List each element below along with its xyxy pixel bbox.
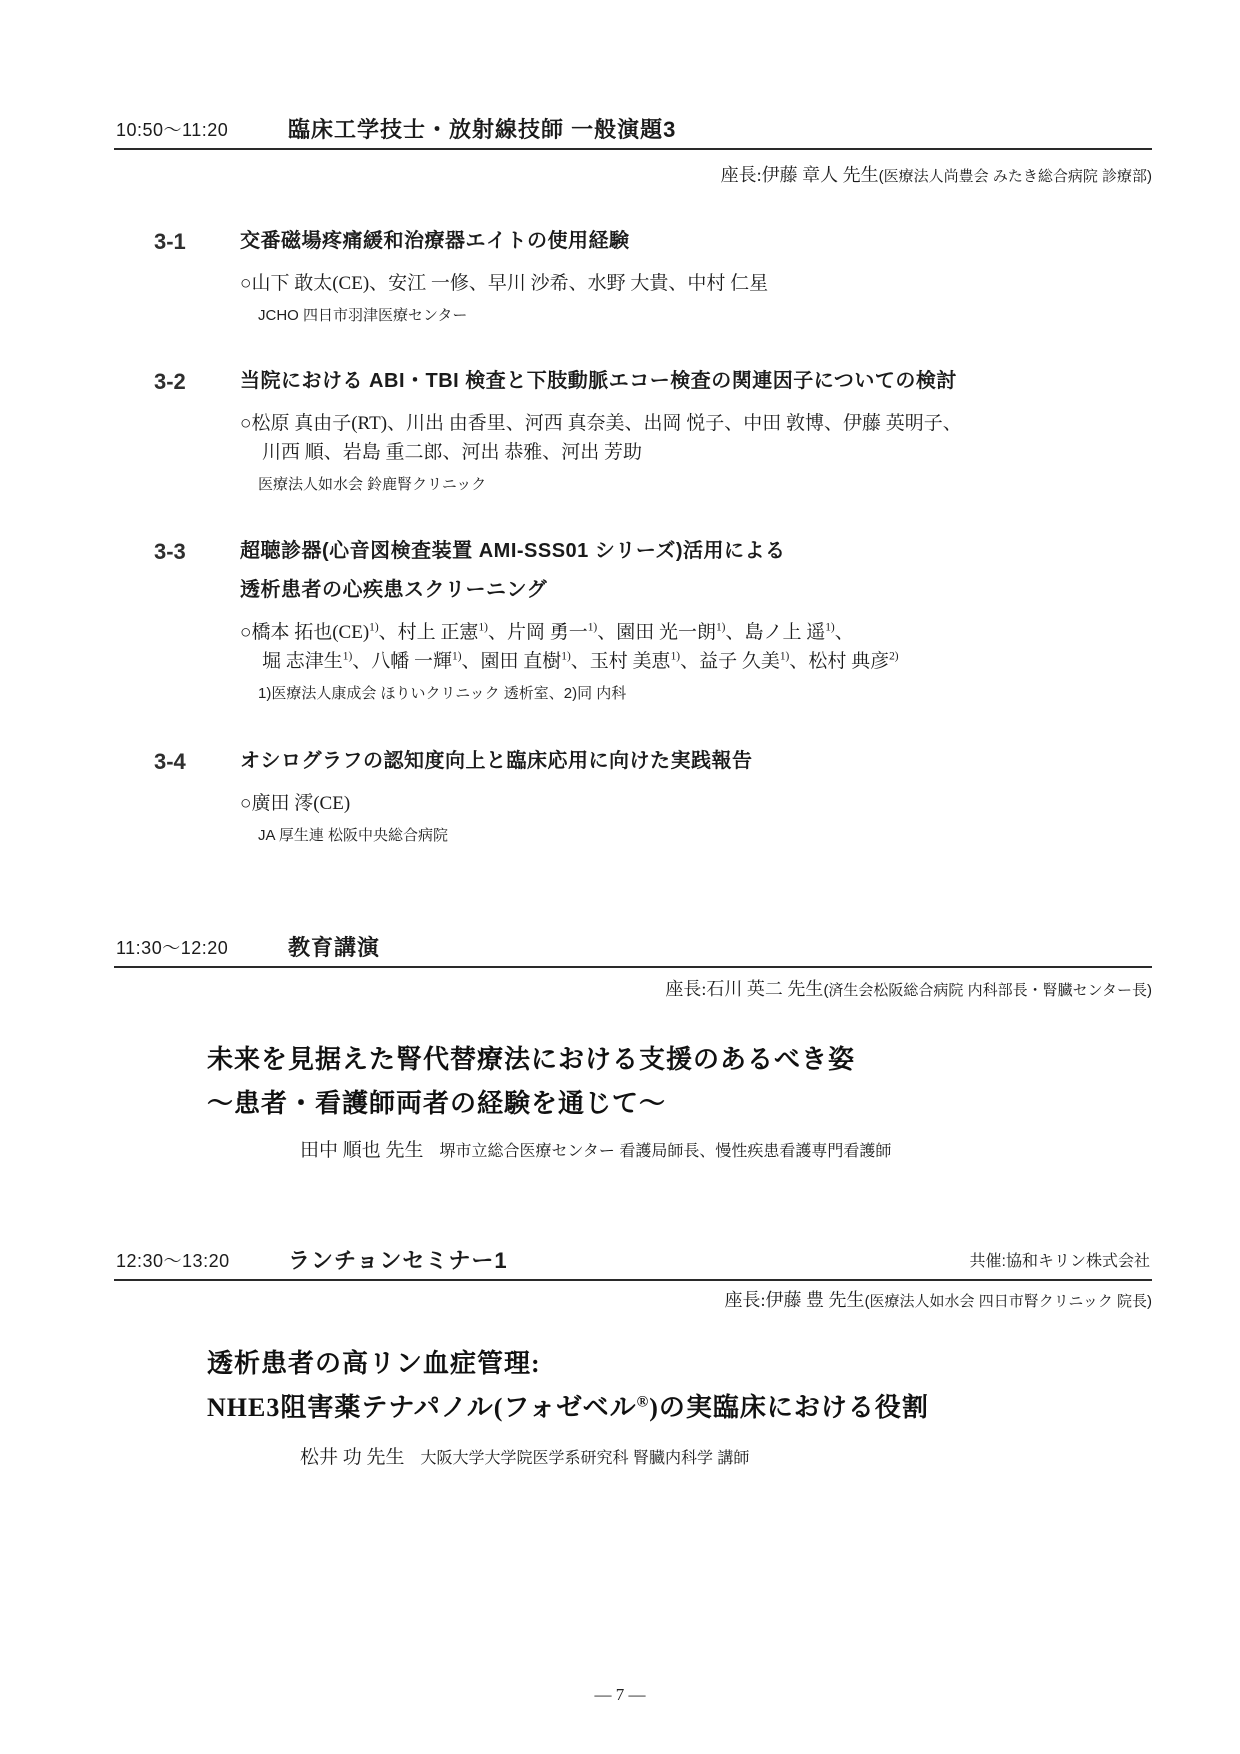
presentation-title bbox=[240, 222, 1164, 261]
presentation-number: 3-4 bbox=[154, 749, 186, 774]
presentation-authors bbox=[240, 409, 1164, 467]
education-header bbox=[114, 930, 1152, 968]
presentation-affiliation: JCHO 四日市羽津医療センター bbox=[258, 307, 468, 324]
text-line: 未来を見据えた腎代替療法における支援のあるべき姿 bbox=[207, 1045, 856, 1074]
page-number: — 7 — bbox=[594, 1685, 646, 1704]
luncheon-header bbox=[114, 1243, 1152, 1281]
session3-chair-line bbox=[114, 162, 1152, 190]
luncheon-chair-line bbox=[114, 1287, 1152, 1315]
speaker-name: 松井 功 先生 bbox=[300, 1447, 405, 1468]
text-line: ○橋本 拓也(CE)$^{1)}$、村上 正憲$^{1)}$、片岡 勇一$^{1)}$、園田 光一朗$^{1)}$、島ノ上 遥$^{1)}$、 bbox=[240, 621, 854, 643]
presentation-title bbox=[240, 362, 1164, 401]
education-time: 11:30〜12:20 bbox=[116, 938, 229, 958]
text-line: 堀 志津生$^{1)}$、八幡 一輝$^{1)}$、園田 直樹$^{1)}$、玉村 美恵$^{1)}$、益子 久美$^{1)}$、松村 典彦$^{2)}$ bbox=[262, 650, 899, 672]
cosponsor-label: 共催:協和キリン株式会社 bbox=[969, 1253, 1150, 1270]
text-line: ○廣田 澪(CE) bbox=[240, 793, 351, 814]
text-line: NHE3阻害薬テナパノル(フォゼベル®)の実臨床における役割 bbox=[207, 1393, 929, 1422]
presentation-authors bbox=[240, 269, 1164, 298]
presentation-authors bbox=[240, 618, 1164, 676]
presentation-affiliation: 1)医療法人康成会 ほりいクリニック 透析室、2)同 内科 bbox=[258, 685, 627, 702]
chair-name: 座長:伊藤 章人 先生 bbox=[720, 165, 879, 185]
speaker-affiliation: 大阪大学大学院医学系研究科 腎臓内科学 講師 bbox=[420, 1450, 750, 1467]
luncheon-speaker-line bbox=[300, 1445, 749, 1472]
presentation-number: 3-2 bbox=[154, 369, 186, 394]
luncheon-title: ランチョンセミナー1 bbox=[288, 1248, 508, 1273]
presentation-title bbox=[240, 742, 1164, 781]
education-title: 教育講演 bbox=[288, 935, 381, 960]
text-line: オシログラフの認知度向上と臨床応用に向けた実践報告 bbox=[240, 750, 753, 772]
presentation-affiliation: JA 厚生連 松阪中央総合病院 bbox=[258, 827, 449, 844]
session3-header bbox=[114, 112, 1152, 150]
presentation-affiliation: 医療法人如水会 鈴鹿腎クリニック bbox=[258, 476, 487, 493]
education-chair-line bbox=[114, 976, 1152, 1004]
presentation-3-2 bbox=[154, 362, 1164, 496]
luncheon-lecture-title bbox=[207, 1342, 929, 1430]
presentation-number: 3-1 bbox=[154, 229, 186, 254]
session3-title: 臨床工学技士・放射線技師 一般演題3 bbox=[288, 117, 677, 142]
education-lecture-title bbox=[207, 1038, 855, 1126]
presentation-title bbox=[240, 532, 1164, 610]
presentation-3-4 bbox=[154, 742, 1164, 847]
chair-name: 座長:伊藤 豊 先生 bbox=[724, 1290, 865, 1310]
text-line: 当院における ABI・TBI 検査と下肢動脈エコー検査の関連因子についての検討 bbox=[240, 370, 957, 392]
text-line: ○山下 敢太(CE)、安江 一修、早川 沙希、水野 大貴、中村 仁星 bbox=[240, 273, 769, 294]
presentation-number: 3-3 bbox=[154, 539, 186, 564]
text-line: ○松原 真由子(RT)、川出 由香里、河西 真奈美、出岡 悦子、中田 敦博、伊藤 英明子、 bbox=[240, 413, 962, 434]
presentation-3-1 bbox=[154, 222, 1164, 327]
presentation-authors bbox=[240, 789, 1164, 818]
text-line: 透析患者の心疾患スクリーニング bbox=[240, 579, 548, 601]
text-line: 交番磁場疼痛緩和治療器エイトの使用経験 bbox=[240, 230, 630, 252]
presentation-3-3 bbox=[154, 532, 1164, 705]
text-line: 超聴診器(心音図検査装置 AMI-SSS01 シリーズ)活用による bbox=[240, 540, 786, 562]
speaker-name: 田中 順也 先生 bbox=[300, 1140, 424, 1161]
chair-affiliation: (医療法人如水会 四日市腎クリニック 院長) bbox=[864, 1293, 1152, 1310]
chair-affiliation: (医療法人尚豊会 みたき総合病院 診療部) bbox=[878, 168, 1152, 185]
education-speaker-line bbox=[300, 1138, 891, 1165]
text-line: 〜患者・看護師両者の経験を通じて〜 bbox=[207, 1089, 667, 1118]
text-line: 川西 順、岩島 重二郎、河出 恭雅、河出 芳助 bbox=[262, 442, 643, 463]
text-line: 透析患者の高リン血症管理: bbox=[207, 1349, 541, 1378]
speaker-affiliation: 堺市立総合医療センター 看護局師長、慢性疾患看護専門看護師 bbox=[439, 1143, 892, 1160]
chair-name: 座長:石川 英二 先生 bbox=[665, 979, 824, 999]
chair-affiliation: (済生会松阪総合病院 内科部長・腎臓センター長) bbox=[823, 982, 1152, 999]
luncheon-time: 12:30〜13:20 bbox=[116, 1251, 230, 1271]
session3-time: 10:50〜11:20 bbox=[116, 120, 229, 140]
